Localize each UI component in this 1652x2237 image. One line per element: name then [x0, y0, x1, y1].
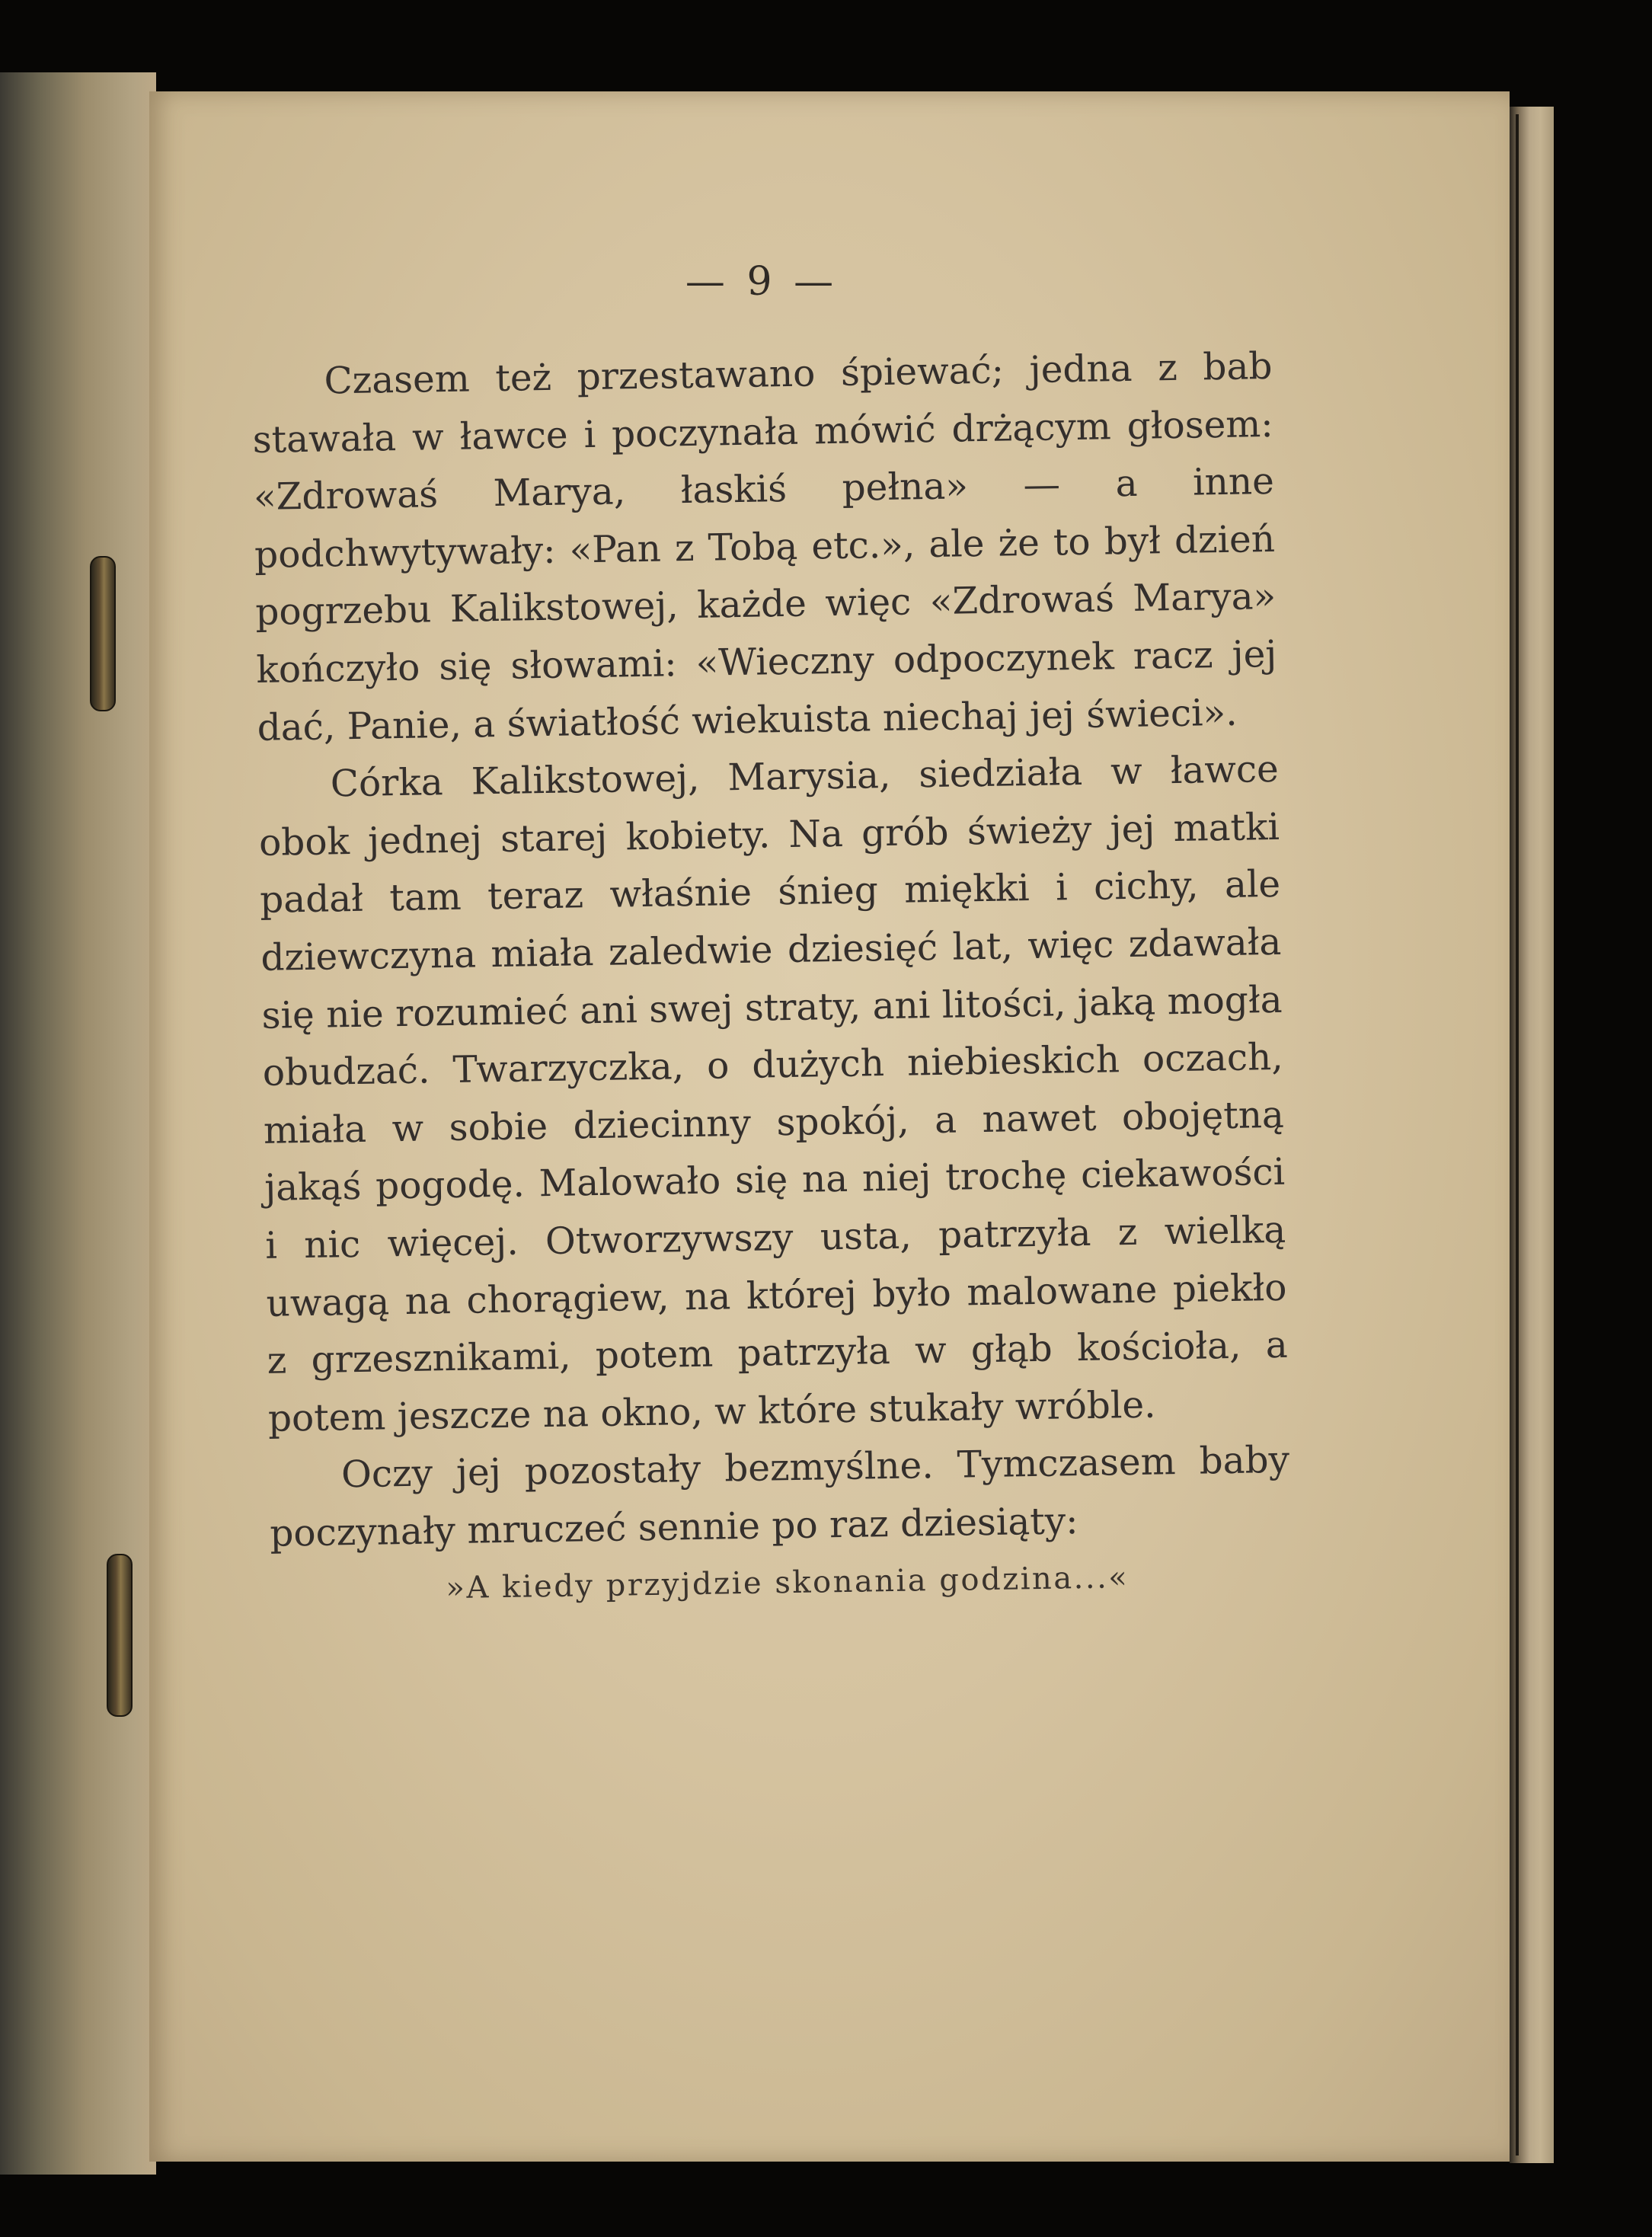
previous-page-edge	[0, 72, 156, 2175]
paragraph-3: Oczy jej pozostały bezmyślne. Tymczasem baby poczynały mruczeć sennie po raz dziesiąty:	[269, 1439, 1290, 1555]
hymn-quote: »A kiedy przyjdzie skonania godzina...«	[446, 1560, 1130, 1606]
body-text	[251, 338, 1292, 1618]
paragraph-1: Czasem też przestawano śpiewać; jedna z bab stawała w ławce i poczynała mówić drżącym głosem: «Zdrowaś Marya, łaskiś pełna» — a inne podchwytywały: «Pan z Tobą etc.», ale że to był dzień pogrzebu Kalikstowej, każde więc «Zdrowaś Marya» kończyło się słowami: «Wieczny odpoczynek racz jej dać, Panie, a światłość wiekuista niechaj jej świeci».	[252, 344, 1277, 749]
page-number: — 9 —	[685, 259, 839, 305]
binding-clip-bottom	[107, 1554, 133, 1717]
paragraph-2: Córka Kalikstowej, Marysia, siedziała w ławce obok jednej starej kobiety. Na grób świeży jej matki padał tam teraz właśnie śnieg miękki i cichy, ale dziewczyna miała zaledwie dziesięć lat, więc zdawała się nie rozumieć ani swej straty, ani litości, jaką mogła obudzać. Twarzyczka, o dużych niebieskich oczach, miała w sobie dziecinny spokój, a nawet obojętną jakąś pogodę. Malowało się na niej trochę ciekawości i nic więcej. Otworzywszy usta, patrzyła z wielką uwagą na chorągiew, na której było malowane piekło z grzesznikami, potem patrzyła w głąb kościoła, a potem jeszcze na okno, w które stukały wróble.	[258, 748, 1289, 1440]
binding-clip-top	[90, 556, 116, 711]
page-edge-shadow	[1516, 114, 1519, 2156]
